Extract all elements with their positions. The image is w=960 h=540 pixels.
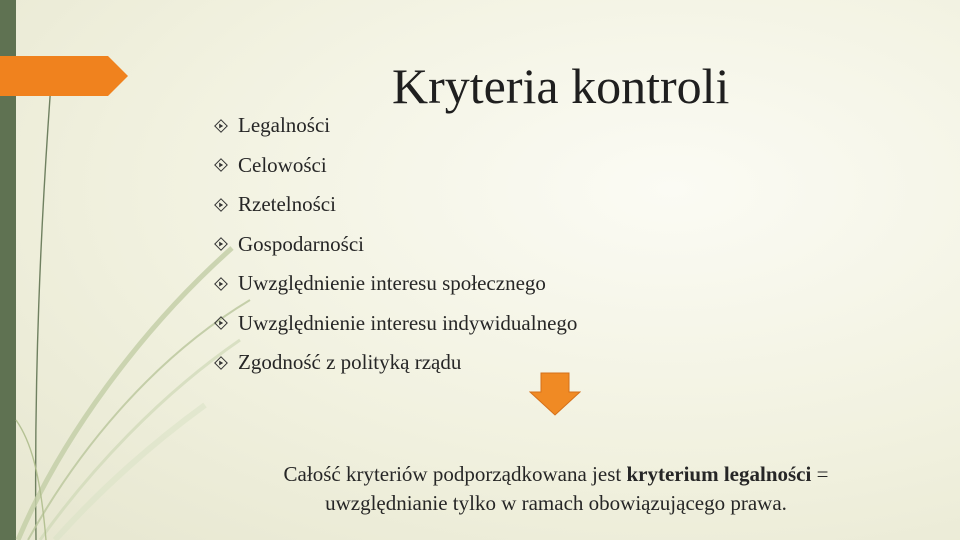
list-item [214, 304, 577, 344]
list-item [214, 343, 577, 383]
diamond-arrow-icon [214, 119, 228, 133]
slide-title: Kryteria kontroli [392, 58, 730, 114]
list-item [214, 264, 577, 304]
list-item-label: Rzetelności [238, 192, 336, 217]
list-item [214, 225, 577, 265]
list-item [214, 106, 577, 146]
list-item [214, 146, 577, 186]
diamond-arrow-icon [214, 158, 228, 172]
orange-tab-shape [0, 56, 128, 96]
criteria-list [214, 106, 577, 383]
list-item-label: Zgodność z polityką rządu [238, 350, 462, 375]
list-item [214, 185, 577, 225]
conclusion-text [230, 460, 882, 518]
conclusion-bold: kryterium legalności [626, 462, 812, 486]
conclusion-prefix: Całość kryteriów podporządkowana jest [283, 462, 627, 486]
list-item-label: Legalności [238, 113, 331, 138]
diamond-arrow-icon [214, 277, 228, 291]
list-item-label: Uwzględnienie interesu indywidualnego [238, 310, 578, 335]
conclusion-suffix: = uwzględnianie tylko w ramach obowiązującego prawa. [325, 462, 829, 515]
diamond-arrow-icon [214, 316, 228, 330]
diamond-arrow-icon [214, 356, 228, 370]
list-item-label: Celowości [238, 152, 327, 177]
diamond-arrow-icon [214, 237, 228, 251]
diamond-arrow-icon [214, 198, 228, 212]
list-item-label: Gospodarności [238, 231, 364, 256]
list-item-label: Uwzględnienie interesu społecznego [238, 271, 546, 296]
down-arrow-icon [529, 372, 581, 416]
